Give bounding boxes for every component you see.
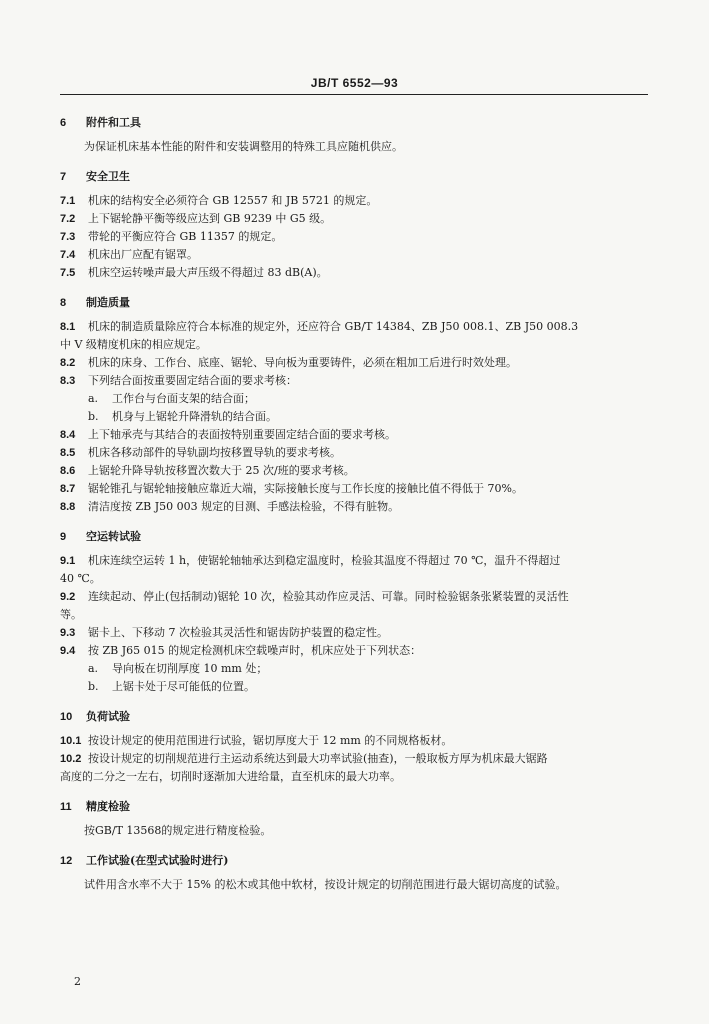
clause-number: 9.3: [60, 627, 76, 639]
sub-clause-text: 导向板在切削厚度 10 mm 处；: [112, 662, 268, 675]
clause: [60, 228, 648, 246]
clause-text: 机床空运转噪声最大声压级不得超过 83 dB(A)。: [88, 266, 328, 279]
clause-text: 带轮的平衡应符合 GB 11357 的规定。: [88, 230, 283, 243]
section-heading: [60, 708, 648, 726]
clause: [60, 192, 648, 210]
clause-continuation: 40 ℃。: [60, 572, 101, 585]
clause-text: 锯轮锥孔与锯轮轴接触应靠近大端，实际接触长度与工作长度的接触比值不得低于 70%。: [88, 482, 523, 495]
sub-clause-text: 机身与上锯轮升降滑轨的结合面。: [112, 410, 277, 423]
clause: [60, 552, 648, 570]
clause-number: 7.1: [60, 195, 76, 207]
clause-number: 7.3: [60, 231, 76, 243]
header-rule: [60, 94, 648, 95]
sub-clause-letter: a.: [88, 392, 99, 405]
clause: [60, 642, 648, 660]
clause-continuation: 高度的二分之一左右，切削时逐渐加大进给量，直至机床的最大功率。: [60, 770, 401, 783]
clause-number: 8.3: [60, 375, 76, 387]
sub-clause-text: 上锯卡处于尽可能低的位置。: [112, 680, 255, 693]
sub-clause: [60, 390, 648, 408]
clause-number: 8.7: [60, 483, 76, 495]
clause: [60, 498, 648, 516]
sub-clause-letter: b.: [88, 680, 99, 693]
clause: [60, 318, 648, 336]
clause-text: 上锯轮升降导轨按移置次数大于 25 次/班的要求考核。: [88, 464, 355, 477]
sub-clause-text: 工作台与台面支架的结合面；: [112, 392, 255, 405]
section-gap: [60, 840, 648, 850]
sub-clause-letter: a.: [88, 662, 99, 675]
section-number: 6: [60, 117, 67, 129]
clause: [60, 732, 648, 750]
clause-text: 机床的结构安全必须符合 GB 12557 和 JB 5721 的规定。: [88, 194, 378, 207]
clause: [60, 210, 648, 228]
clause: [60, 372, 648, 390]
section-number: 10: [60, 711, 73, 723]
section-number: 8: [60, 297, 67, 309]
sub-clause: [60, 678, 648, 696]
section-title: 负荷试验: [86, 710, 130, 723]
clause-continuation: 中 V 级精度机床的相应规定。: [60, 338, 207, 351]
section-title: 制造质量: [86, 296, 130, 309]
document-body: [60, 112, 648, 894]
clause-number: 10.1: [60, 735, 82, 747]
section-gap: [60, 156, 648, 166]
clause-text: 机床的制造质量除应符合本标准的规定外，还应符合 GB/T 14384、ZB J50 008.1、ZB J50 008.3: [88, 320, 579, 333]
section-heading: [60, 168, 648, 186]
section-title: 安全卫生: [86, 170, 130, 183]
section-paragraph: 按GB/T 13568的规定进行精度检验。: [84, 824, 272, 837]
clause: [60, 462, 648, 480]
section-number: 12: [60, 855, 73, 867]
section-heading: [60, 798, 648, 816]
clause-number: 10.2: [60, 753, 82, 765]
clause-text: 上下轴承壳与其结合的表面按特别重要固定结合面的要求考核。: [88, 428, 396, 441]
section-heading: [60, 114, 648, 132]
clause-text: 机床连续空运转 1 h，使锯轮轴轴承达到稳定温度时，检验其温度不得超过 70 ℃，温升不得超过: [88, 554, 561, 567]
section-title: 精度检验: [86, 800, 130, 813]
section-gap: [60, 786, 648, 796]
clause-continuation: 等。: [60, 608, 82, 621]
section-gap: [60, 696, 648, 706]
sub-clause: [60, 408, 648, 426]
section-title: 附件和工具: [86, 116, 141, 129]
page-number: 2: [74, 975, 81, 988]
clause-number: 9.1: [60, 555, 76, 567]
clause-number: 8.4: [60, 429, 76, 441]
clause-text: 机床各移动部件的导轨副均按移置导轨的要求考核。: [88, 446, 341, 459]
clause-number: 7.2: [60, 213, 76, 225]
clause-text: 上下锯轮静平衡等级应达到 GB 9239 中 G5 级。: [88, 212, 332, 225]
clause-number: 9.4: [60, 645, 76, 657]
clause: [60, 624, 648, 642]
clause-text: 机床的床身、工作台、底座、锯轮、导向板为重要铸件，必须在粗加工后进行时效处理。: [88, 356, 517, 369]
clause-number: 8.8: [60, 501, 76, 513]
clause-number: 8.1: [60, 321, 76, 333]
clause: [60, 750, 648, 768]
clause-number: 8.2: [60, 357, 76, 369]
clause-text: 下列结合面按重要固定结合面的要求考核：: [88, 374, 297, 387]
clause-number: 8.6: [60, 465, 76, 477]
clause-text: 机床出厂应配有锯罩。: [88, 248, 198, 261]
clause-number: 7.5: [60, 267, 76, 279]
sub-clause-letter: b.: [88, 410, 99, 423]
section-heading: [60, 294, 648, 312]
clause-text: 清洁度按 ZB J50 003 规定的目测、手感法检验，不得有脏物。: [88, 500, 400, 513]
clause: [60, 264, 648, 282]
section-heading: [60, 528, 648, 546]
section-paragraph: 为保证机床基本性能的附件和安装调整用的特殊工具应随机供应。: [84, 140, 403, 153]
clause: [60, 588, 648, 606]
clause-text: 锯卡上、下移动 7 次检验其灵活性和锯齿防护装置的稳定性。: [88, 626, 388, 639]
section-number: 7: [60, 171, 67, 183]
section-heading: [60, 852, 648, 870]
section-gap: [60, 516, 648, 526]
clause: [60, 444, 648, 462]
clause-text: 按设计规定的使用范围进行试验，锯切厚度大于 12 mm 的不同规格板材。: [88, 734, 453, 747]
section-title: 空运转试验: [86, 530, 141, 543]
clause-number: 8.5: [60, 447, 76, 459]
section-paragraph: 试件用含水率不大于 15% 的松木或其他中软材，按设计规定的切削范围进行最大锯切高度的试验。: [84, 878, 567, 891]
clause-text: 按 ZB J65 015 的规定检测机床空载噪声时，机床应处于下列状态：: [88, 644, 422, 657]
clause-number: 9.2: [60, 591, 76, 603]
section-number: 11: [60, 801, 72, 813]
clause-number: 7.4: [60, 249, 76, 261]
clause: [60, 354, 648, 372]
clause: [60, 480, 648, 498]
clause-text: 按设计规定的切削规范进行主运动系统达到最大功率试验(抽查)，一般取板方厚为机床最大锯路: [88, 752, 548, 765]
clause: [60, 426, 648, 444]
section-number: 9: [60, 531, 67, 543]
sub-clause: [60, 660, 648, 678]
clause-text: 连续起动、停止(包括制动)锯轮 10 次，检验其动作应灵活、可靠。同时检验锯条张紧装置的灵活性: [88, 590, 569, 603]
section-title: 工作试验(在型式试验时进行): [86, 854, 229, 867]
clause: [60, 246, 648, 264]
section-gap: [60, 282, 648, 292]
standard-code-header: JB/T 6552—93: [310, 76, 399, 90]
